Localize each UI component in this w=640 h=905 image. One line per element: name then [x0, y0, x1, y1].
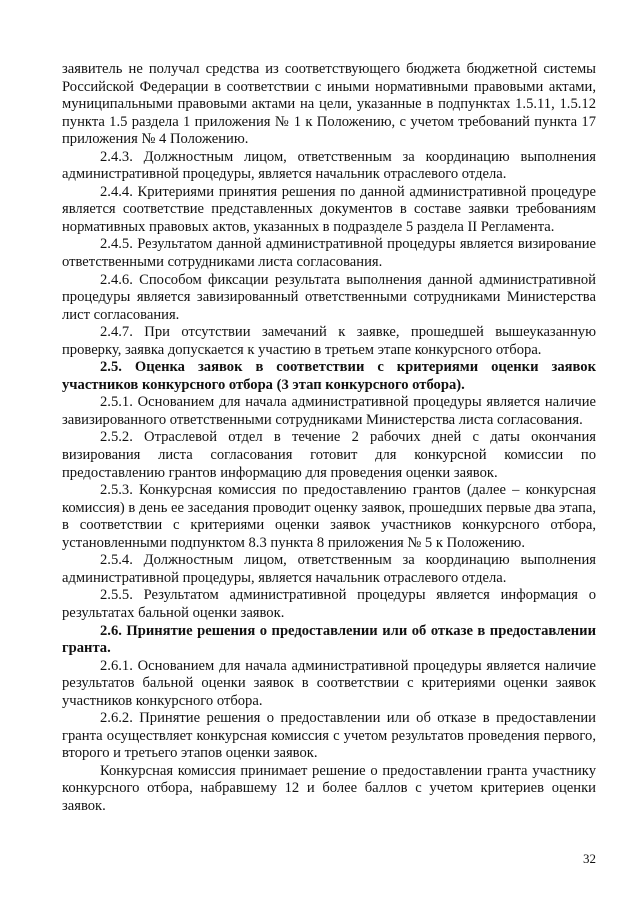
paragraph-2-4-7: 2.4.7. При отсутствии замечаний к заявке, прошедшей вышеуказанную проверку, заявка допускается к участию в третьем этапе конкурсного отбора.: [62, 324, 596, 358]
document-page: [62, 61, 596, 816]
paragraph-continuation: заявитель не получал средства из соответствующего бюджета бюджетной системы Российской Федерации в соответствии с иными нормативными правовыми актами, муниципальными правовыми актами на цели, указанные в подпунктах 1.5.11, 1.5.12 пункта 1.5 раздела 1 приложения № 1 к Положению, с учетом требований пункта 17 приложения № 4 Положению.: [62, 61, 596, 148]
paragraph-2-4-4: 2.4.4. Критериями принятия решения по данной административной процедуре является соответствие представленных документов в составе заявки требованиям нормативных правовых актов, указанных в подразделе 5 раздела II Регламента.: [62, 183, 596, 235]
paragraph-2-6-2: 2.6.2. Принятие решения о предоставлении или об отказе в предоставлении гранта осуществляет конкурсная комиссия с учетом результатов проведения первого, второго и третьего этапов оценки заявок.: [62, 710, 596, 762]
paragraph-2-4-6: 2.4.6. Способом фиксации результата выполнения данной административной процедуры является завизированный ответственными сотрудниками Министерства лист согласования.: [62, 271, 596, 323]
paragraph-2-4-3: 2.4.3. Должностным лицом, ответственным за координацию выполнения административной процедуры, является начальник отраслевого отдела.: [62, 148, 596, 183]
paragraph-2-5-3: 2.5.3. Конкурсная комиссия по предоставлению грантов (далее – конкурсная комиссия) в день ее заседания проводит оценку заявок, прошедших первые два этапа, в соответствии с критериями оценки заявок участников конкурсного отбора, установленными подпунктом 8.3 пункта 8 приложения № 5 к Положению.: [62, 482, 596, 551]
paragraph-2-5-4: 2.5.4. Должностным лицом, ответственным за координацию выполнения административной процедуры, является начальник отраслевого отдела.: [62, 552, 596, 586]
paragraph-2-6-1: 2.6.1. Основанием для начала административной процедуры является наличие результатов бальной оценки заявок в соответствии с критериями оценки заявок участников конкурсного отбора.: [62, 657, 596, 709]
paragraph-2-5-1: 2.5.1. Основанием для начала административной процедуры является наличие завизированного ответственными сотрудниками Министерства листа согласования.: [62, 394, 596, 428]
paragraph-2-5-5: 2.5.5. Результатом административной процедуры является информация о результатах бальной оценки заявок.: [62, 587, 596, 621]
section-heading-2-6: 2.6. Принятие решения о предоставлении или об отказе в предоставлении гранта.: [62, 622, 596, 657]
paragraph-commission-decision: Конкурсная комиссия принимает решение о предоставлении гранта участнику конкурсного отбора, набравшему 12 и более баллов с учетом критериев оценки заявок.: [62, 762, 596, 814]
paragraph-2-5-2: 2.5.2. Отраслевой отдел в течение 2 рабочих дней с даты окончания визирования листа согласования готовит для конкурсной комиссии по предоставлению грантов информацию для проведения оценки заявок.: [62, 429, 596, 481]
page-number: 32: [583, 851, 596, 866]
section-heading-2-5: 2.5. Оценка заявок в соответствии с критериями оценки заявок участников конкурсного отбора (3 этап конкурсного отбора).: [62, 359, 596, 393]
paragraph-2-4-5: 2.4.5. Результатом данной административной процедуры является визирование ответственными сотрудниками листа согласования.: [62, 236, 596, 271]
